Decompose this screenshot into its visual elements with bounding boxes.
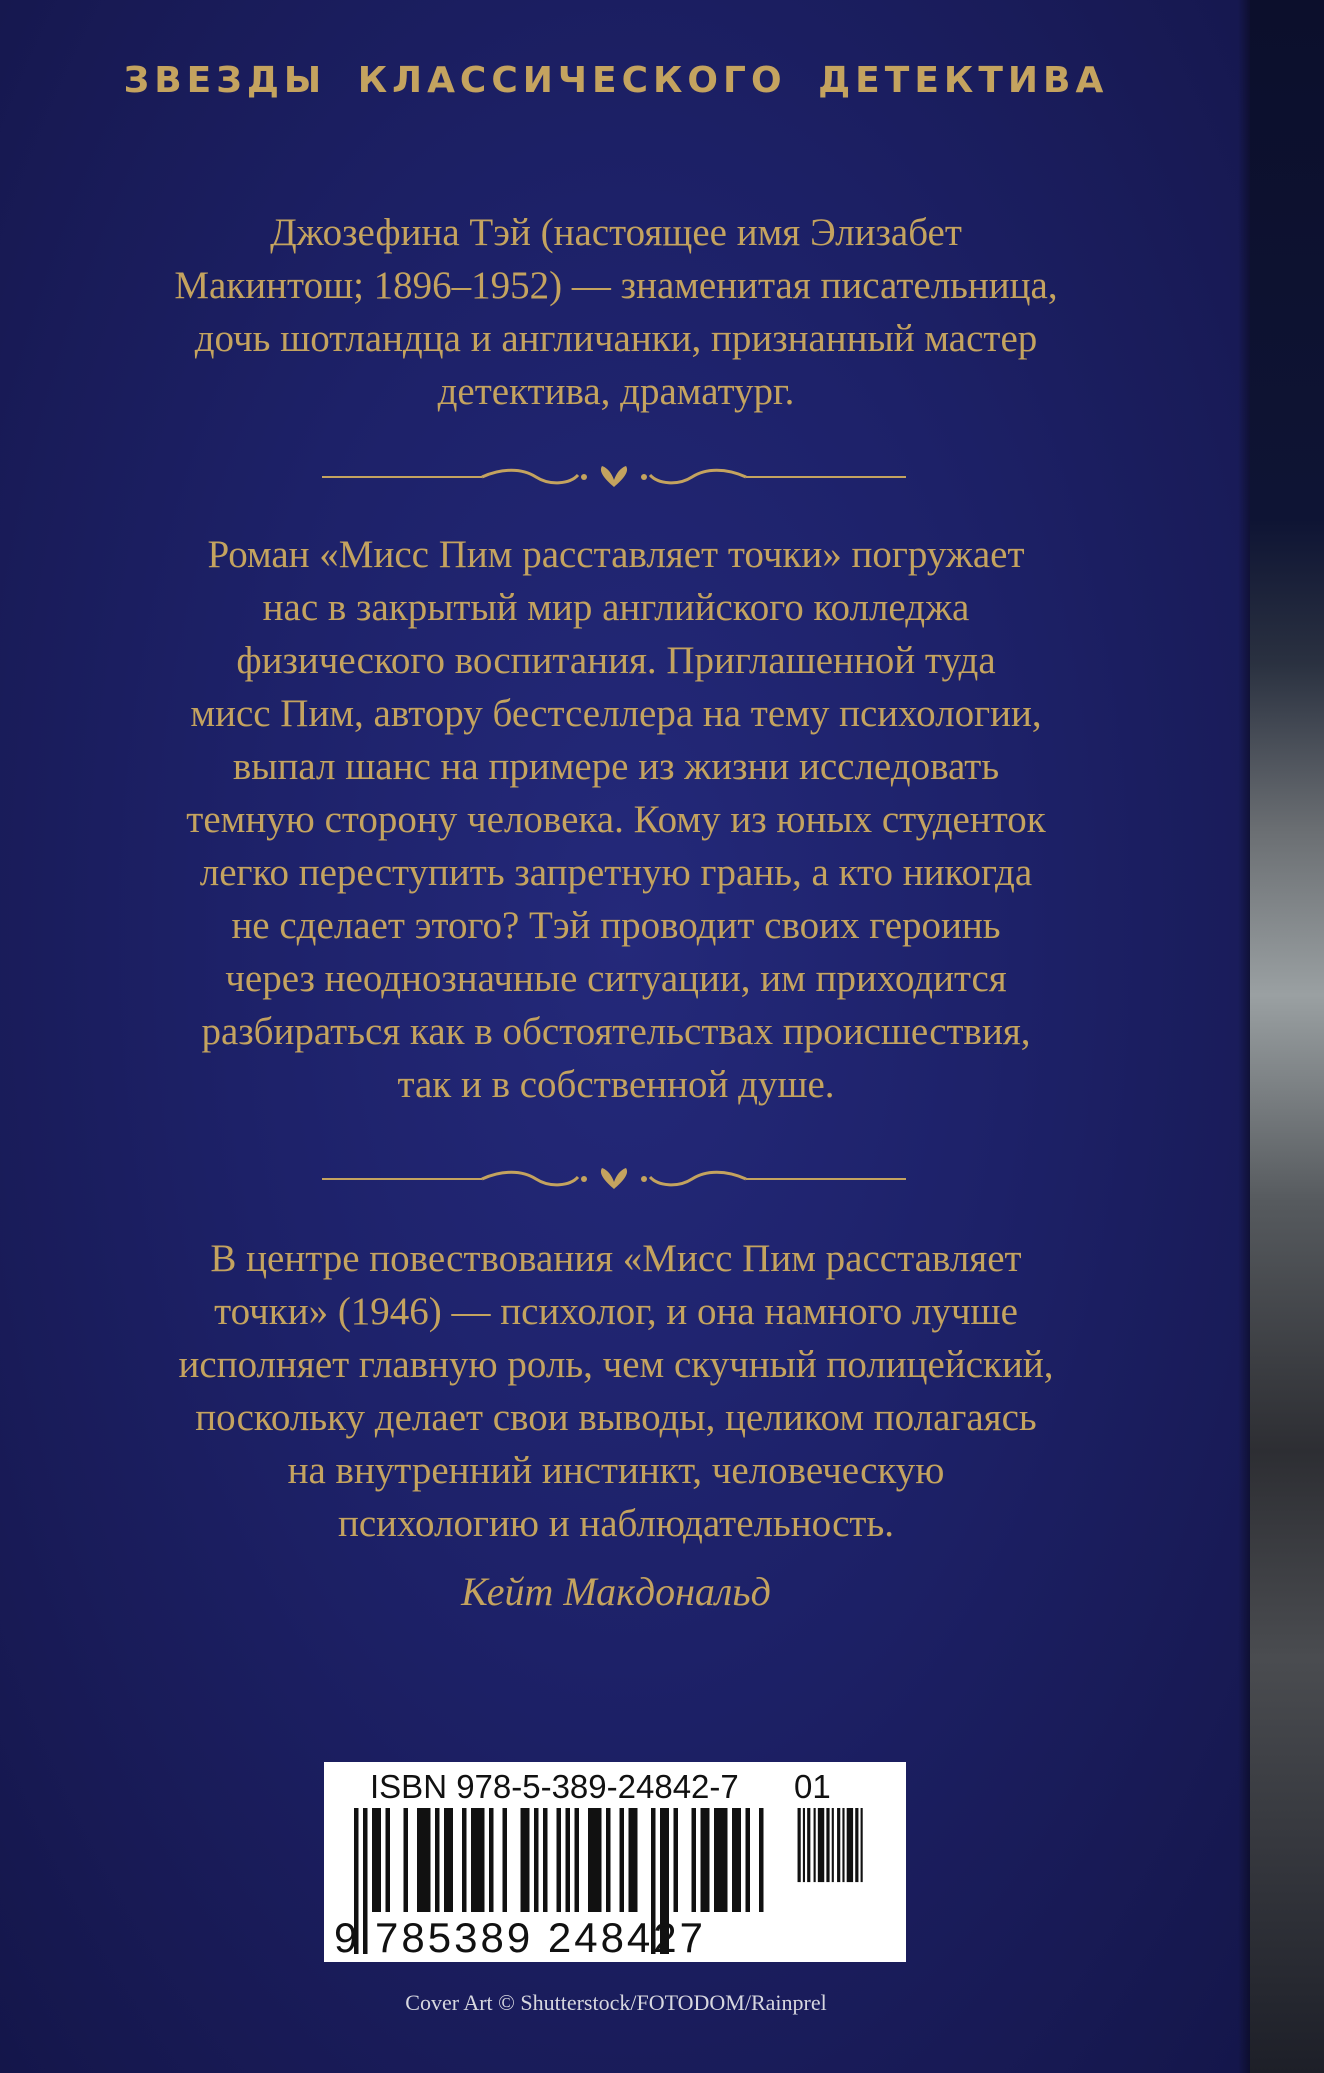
review-line: на внутренний инстинкт, человеческую: [287, 1449, 945, 1492]
series-title: ЗВЕЗДЫ КЛАССИЧЕСКОГО ДЕТЕКТИВА: [123, 60, 1109, 101]
synopsis-line: легко переступить запретную грань, а кто никогда: [199, 851, 1033, 894]
synopsis-line: Роман «Мисс Пим расставляет точки» погружает: [207, 533, 1025, 576]
synopsis-line: разбираться как в обстоятельствах происшествия,: [201, 1010, 1031, 1053]
isbn-barcode: [324, 1762, 906, 1962]
cover-art-credit: Cover Art © Shutterstock/FOTODOM/Rainprel: [405, 1990, 827, 2015]
synopsis-line: выпал шанс на примере из жизни исследовать: [232, 745, 1000, 788]
spine-edge-image: [1250, 0, 1324, 2073]
review-quote: [110, 1232, 1122, 1550]
synopsis-line: через неоднозначные ситуации, им приходится: [225, 957, 1007, 1000]
review-line: исполняет главную роль, чем скучный полицейский,: [178, 1343, 1054, 1386]
review-line: точки» (1946) — психолог, и она намного лучше: [214, 1290, 1018, 1333]
synopsis-line: темную сторону человека. Кому из юных студенток: [186, 798, 1046, 841]
addon-label: 01: [794, 1768, 831, 1805]
synopsis-line: так и в собственной душе.: [397, 1063, 835, 1106]
author-bio: [110, 206, 1122, 418]
review-line: психологию и наблюдательность.: [337, 1502, 895, 1545]
bio-line: детектива, драматург.: [437, 370, 795, 413]
review-line: В центре повествования «Мисс Пим расставляет: [210, 1237, 1022, 1280]
synopsis-line: нас в закрытый мир английского колледжа: [262, 586, 970, 629]
review-line: поскольку делает свои выводы, целиком полагаясь: [195, 1396, 1037, 1439]
synopsis-line: мисс Пим, автору бестселлера на тему психологии,: [190, 692, 1042, 735]
isbn-label: ISBN 978-5-389-24842-7: [370, 1768, 739, 1805]
synopsis-line: не сделает этого? Тэй проводит своих героинь: [231, 904, 1001, 947]
synopsis: [110, 528, 1122, 1111]
synopsis-line: физического воспитания. Приглашенной туда: [236, 639, 996, 682]
bio-line: Макинтош; 1896–1952) — знаменитая писательница,: [174, 264, 1058, 307]
bio-line: дочь шотландца и англичанки, признанный мастер: [194, 317, 1038, 360]
ornament-divider-icon: [322, 460, 906, 494]
barcode-digits: 9 785389 248427: [334, 1914, 706, 1961]
ornament-divider-icon: [322, 1162, 906, 1196]
barcode-addon-bars-icon: [782, 1808, 890, 1912]
review-author: Кейт Макдональд: [461, 1569, 771, 1614]
bio-line: Джозефина Тэй (настоящее имя Элизабет: [270, 211, 962, 254]
